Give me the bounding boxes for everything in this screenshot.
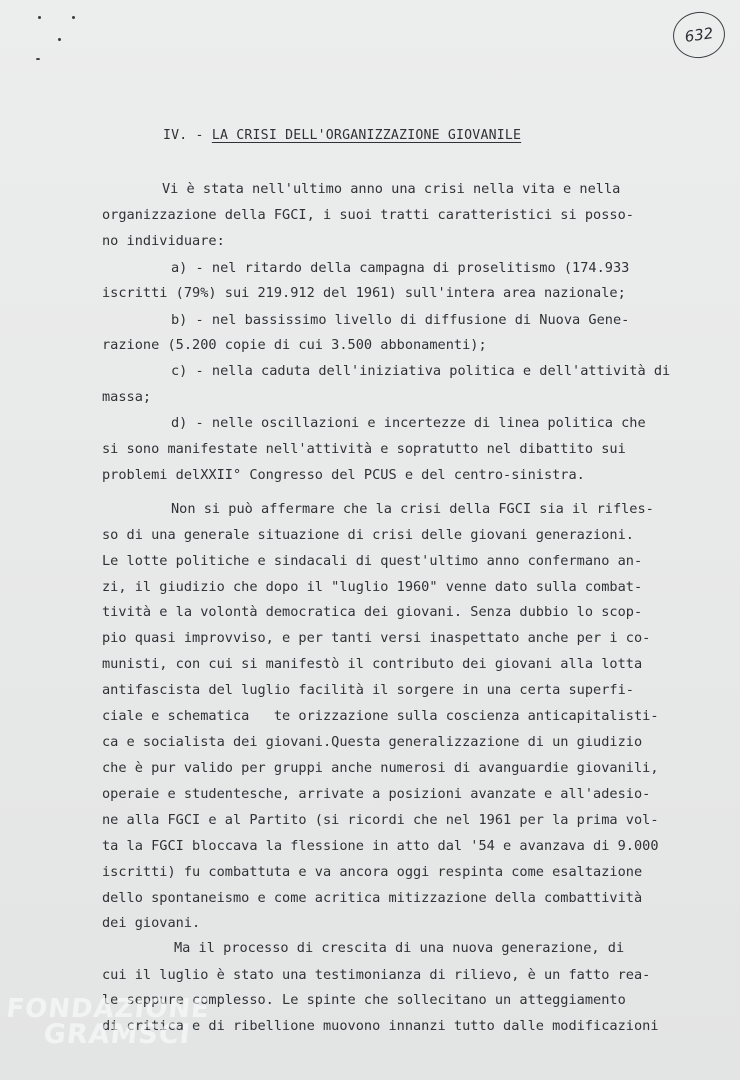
text-line: dello spontaneismo e come acritica mitizzazione della combattività [102, 890, 643, 906]
page-number: 632 [683, 24, 715, 46]
heading-prefix: IV. - [163, 128, 212, 143]
text-line: munisti, con cui si manifestò il contributo dei giovani alla lotta [102, 656, 643, 672]
text-line: ciale e schematica te orizzazione sulla coscienza anticapitalisti- [102, 708, 659, 724]
text-line: c) - nella caduta dell'iniziativa politica e dell'attività di [171, 363, 671, 379]
text-line: ne alla FGCI e al Partito (si ricordi che nel 1961 per la prima vol- [102, 812, 659, 828]
text-line: b) - nel bassissimo livello di diffusione di Nuova Gene- [171, 312, 630, 328]
text-line: le seppure complesso. Le spinte che sollecitano un atteggiamento [102, 992, 626, 1008]
text-line: cui il luglio è stato una testimonianza di rilievo, è un fatto rea- [102, 967, 651, 983]
text-line: razione (5.200 copie di cui 3.500 abbonamenti); [102, 337, 487, 353]
page-number-stamp [670, 9, 728, 62]
text-line: Ma il processo di crescita di una nuova generazione, di [174, 940, 625, 956]
text-line: no individuare: [102, 233, 225, 249]
watermark-line: FONDAZIONE [4, 994, 212, 1024]
text-line: iscritti (79%) sui 219.912 del 1961) sull'intera area nazionale; [102, 285, 626, 301]
watermark-line: GRAMSCI [42, 1019, 193, 1050]
heading-title: LA CRISI DELL'ORGANIZZAZIONE GIOVANILE [211, 128, 522, 143]
text-line: di critica e di ribellione muovono innanzi tutto dalle modificazioni [102, 1018, 659, 1034]
text-line: operaie e studentesche, arrivate a posizioni avanzate e all'adesio- [102, 786, 651, 802]
text-line: Le lotte politiche e sindacali di quest'ultimo anno confermano an- [102, 553, 643, 569]
text-line: che è pur valido per gruppi anche numerosi di avanguardie giovanili, [102, 760, 659, 776]
speck [72, 16, 75, 19]
speck [38, 16, 41, 19]
text-line: ta la FGCI bloccava la flessione in atto dal '54 e avanzava di 9.000 [102, 838, 659, 854]
text-line: d) - nelle oscillazioni e incertezze di linea politica che [171, 415, 646, 431]
text-line: Vi è stata nell'ultimo anno una crisi nella vita e nella [162, 181, 621, 197]
text-line: problemi delXXII° Congresso del PCUS e del centro-sinistra. [102, 467, 585, 483]
text-line: tività e la volontà democratica dei giovani. Senza dubbio lo scop- [102, 604, 643, 620]
text-line: iscritti) fu combattuta e va ancora oggi respinta come esaltazione [102, 864, 643, 880]
text-line: antifascista del luglio facilità il sorgere in una certa superfi- [102, 682, 634, 698]
text-line: si sono manifestate nell'attività e sopratutto nel dibattito sui [102, 441, 626, 457]
speck [36, 58, 40, 60]
text-line: dei giovani. [102, 915, 201, 931]
section-heading [163, 128, 521, 143]
text-line: massa; [102, 389, 152, 405]
text-line: a) - nel ritardo della campagna di proselitismo (174.933 [171, 260, 630, 276]
watermark-logo [2, 996, 211, 1048]
text-line: Non si può affermare che la crisi della FGCI sia il rifles- [171, 501, 654, 517]
text-line: zi, il giudizio che dopo il "luglio 1960" venne dato sulla combat- [102, 579, 643, 595]
text-line: so di una generale situazione di crisi delle giovani generazioni. [102, 527, 634, 543]
text-line: pio quasi improvviso, e per tanti versi inaspettato anche per i co- [102, 630, 651, 646]
text-line: organizzazione della FGCI, i suoi tratti caratteristici si posso- [102, 207, 634, 223]
speck [58, 38, 61, 41]
text-line: ca e socialista dei giovani.Questa generalizzazione di un giudizio [102, 734, 643, 750]
